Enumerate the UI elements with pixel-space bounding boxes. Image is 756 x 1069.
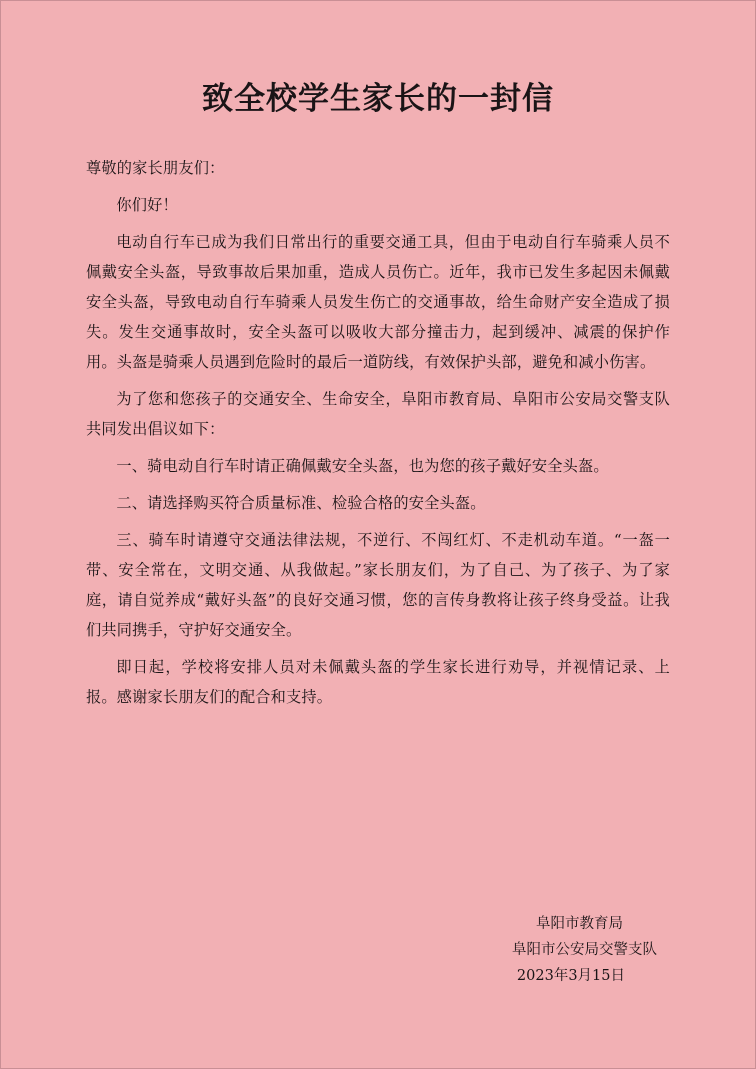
- paragraph-item-3: 三、骑车时请遵守交通法律法规，不逆行、不闯红灯、不走机动车道。“一盔一带、安全常在，文明交通、从我做起。”家长朋友们，为了自己、为了孩子、为了家庭，请自觉养成“戴好头盔”的良好交通习惯，您的言传身教将让孩子终身受益。让我们共同携手，守护好交通安全。: [86, 531, 670, 639]
- letter-title: 致全校学生家长的一封信: [202, 81, 554, 117]
- salutation: 尊敬的家长朋友们：: [86, 159, 225, 177]
- letter-body: [86, 153, 670, 719]
- paragraph-initiative: 为了您和您孩子的交通安全、生命安全，阜阳市教育局、阜阳市公安局交警支队共同发出倡议如下：: [86, 390, 670, 438]
- paragraph-item-1: 一、骑电动自行车时请正确佩戴安全头盔，也为您的孩子戴好安全头盔。: [116, 457, 609, 475]
- signature-org-education-bureau: 阜阳市教育局: [536, 916, 623, 932]
- greeting-paragraph: 你们好！: [116, 196, 178, 214]
- signature-date: 2023年3月15日: [516, 968, 625, 984]
- signature-org-traffic-police: 阜阳市公安局交警支队: [512, 942, 657, 958]
- signature-block: [417, 911, 657, 989]
- paragraph-item-2: 二、请选择购买符合质量标准、检验合格的安全头盔。: [116, 494, 486, 512]
- paragraph-closing: 即日起，学校将安排人员对未佩戴头盔的学生家长进行劝导，并视情记录、上报。感谢家长朋友们的配合和支持。: [86, 658, 670, 706]
- paragraph-background: 电动自行车已成为我们日常出行的重要交通工具，但由于电动自行车骑乘人员不佩戴安全头盔，导致事故后果加重，造成人员伤亡。近年，我市已发生多起因未佩戴安全头盔，导致电动自行车骑乘人员发生伤亡的交通事故，给生命财产安全造成了损失。发生交通事故时，安全头盔可以吸收大部分撞击力，起到缓冲、减震的保护作用。头盔是骑乘人员遇到危险时的最后一道防线，有效保护头部，避免和减小伤害。: [86, 233, 670, 371]
